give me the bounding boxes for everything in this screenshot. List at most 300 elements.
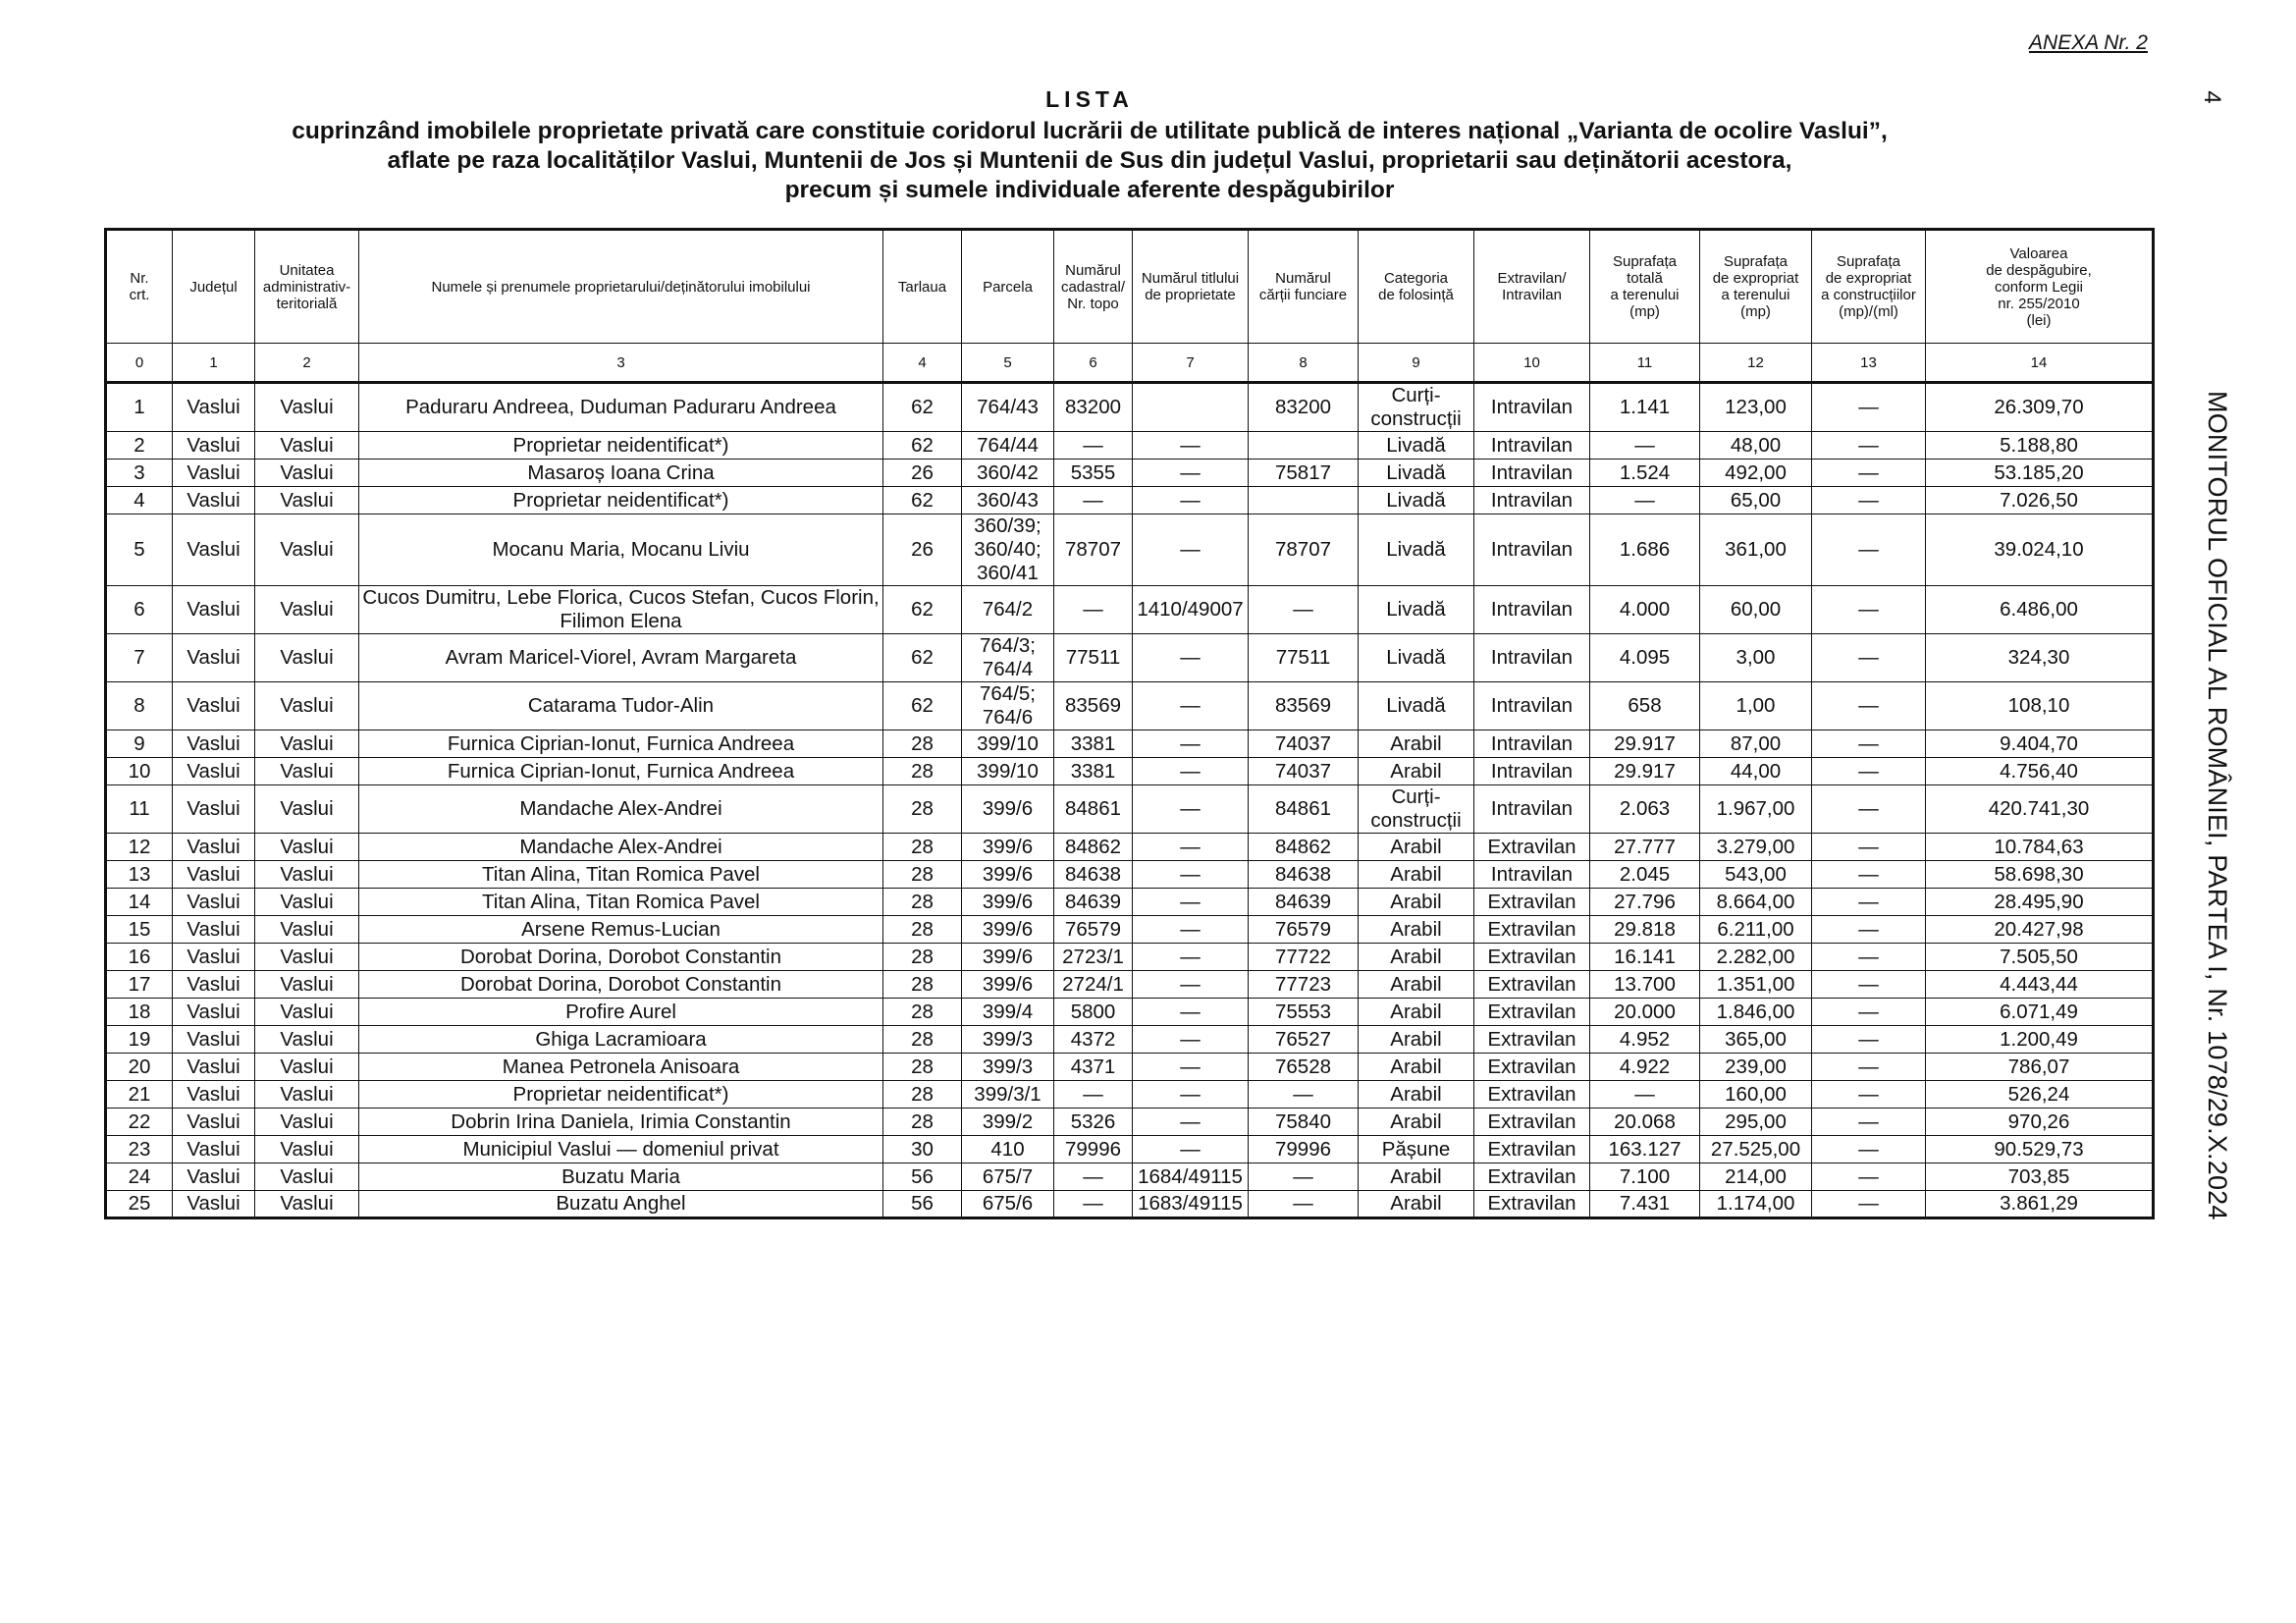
table-cell: 5800 [1054,999,1133,1026]
table-cell: — [1133,1109,1249,1136]
table-cell: 1.846,00 [1700,999,1812,1026]
table-cell: 26 [883,514,962,586]
column-number: 7 [1133,344,1249,383]
table-row [106,758,2154,785]
table-cell: Arabil [1359,834,1474,861]
table-cell: — [1812,1109,1926,1136]
table-cell: 60,00 [1700,586,1812,634]
table-cell: Vaslui [255,834,359,861]
table-cell: Vaslui [173,834,255,861]
table-row [106,861,2154,889]
table-cell: — [1812,383,1926,432]
table-row [106,586,2154,634]
table-cell: 79996 [1249,1136,1359,1163]
table-row [106,487,2154,514]
table-cell: 56 [883,1163,962,1191]
table-cell: 23 [106,1136,173,1163]
table-cell: — [1054,432,1133,460]
table-cell: 399/10 [962,758,1054,785]
table-cell: 1.200,49 [1926,1026,2154,1054]
column-number: 11 [1590,344,1700,383]
table-cell: 410 [962,1136,1054,1163]
table-cell: Vaslui [255,758,359,785]
table-cell: 28 [883,889,962,916]
table-cell: 75817 [1249,460,1359,487]
table-cell: Vaslui [255,1054,359,1081]
table-cell: 28 [883,758,962,785]
table-cell: Vaslui [255,682,359,730]
table-cell: 7.431 [1590,1191,1700,1218]
table-cell: 3.279,00 [1700,834,1812,861]
table-cell: 77723 [1249,971,1359,999]
table-cell: 2724/1 [1054,971,1133,999]
table-cell: 764/2 [962,586,1054,634]
table-cell: 29.917 [1590,758,1700,785]
table-cell: 17 [106,971,173,999]
table-cell: — [1812,634,1926,682]
table-cell: Furnica Ciprian-Ionut, Furnica Andreea [359,730,883,758]
table-cell: 30 [883,1136,962,1163]
table-cell: 27.525,00 [1700,1136,1812,1163]
table-cell: 74037 [1249,730,1359,758]
table-cell: Vaslui [255,634,359,682]
table-cell [1133,383,1249,432]
table-cell: 324,30 [1926,634,2154,682]
table-cell: — [1133,1081,1249,1109]
table-cell: — [1812,834,1926,861]
table-cell: 123,00 [1700,383,1812,432]
table-cell: 75840 [1249,1109,1359,1136]
table-cell: 675/6 [962,1191,1054,1218]
table-cell: 16.141 [1590,944,1700,971]
table-cell: Vaslui [173,785,255,834]
table-cell: Livadă [1359,460,1474,487]
table-cell: 28 [883,916,962,944]
table-cell: 84638 [1054,861,1133,889]
table-cell: 53.185,20 [1926,460,2154,487]
table-cell: 399/6 [962,944,1054,971]
table-cell: Vaslui [255,730,359,758]
table-cell: Vaslui [173,432,255,460]
table-cell: Arabil [1359,944,1474,971]
annex-label: ANEXA Nr. 2 [2029,31,2148,54]
table-cell: Masaroș Ioana Crina [359,460,883,487]
table-cell: — [1812,861,1926,889]
table-cell: Vaslui [173,730,255,758]
table-cell: Mandache Alex-Andrei [359,785,883,834]
table-cell: 703,85 [1926,1163,2154,1191]
table-cell: 13.700 [1590,971,1700,999]
table-row [106,1163,2154,1191]
table-row [106,1109,2154,1136]
table-cell: Vaslui [255,785,359,834]
table-cell: Vaslui [173,971,255,999]
table-cell: — [1590,487,1700,514]
table-cell: 365,00 [1700,1026,1812,1054]
table-cell: 5355 [1054,460,1133,487]
table-cell: 3.861,29 [1926,1191,2154,1218]
column-header: Tarlaua [883,230,962,344]
table-cell: 28 [883,1054,962,1081]
table-cell: 21 [106,1081,173,1109]
table-cell: 764/44 [962,432,1054,460]
table-cell: Extravilan [1474,971,1590,999]
table-cell: Extravilan [1474,1054,1590,1081]
column-header: Unitatea administrativ- teritorială [255,230,359,344]
table-cell: Arabil [1359,758,1474,785]
table-cell: 399/6 [962,889,1054,916]
table-cell: 360/39; 360/40; 360/41 [962,514,1054,586]
table-cell: 65,00 [1700,487,1812,514]
table-cell: Vaslui [173,514,255,586]
table-cell: Vaslui [173,999,255,1026]
table-cell: Avram Maricel-Viorel, Avram Margareta [359,634,883,682]
table-cell: 28 [883,785,962,834]
table-cell: 2.045 [1590,861,1700,889]
table-cell: Manea Petronela Anisoara [359,1054,883,1081]
table-cell: 9 [106,730,173,758]
table-cell: 399/6 [962,916,1054,944]
table-cell: 24 [106,1163,173,1191]
column-header: Numele și prenumele proprietarului/deținătorului imobilului [359,230,883,344]
table-cell: — [1812,971,1926,999]
column-number: 0 [106,344,173,383]
table-row [106,514,2154,586]
table-cell: — [1133,682,1249,730]
table-cell: 4.756,40 [1926,758,2154,785]
table-cell: Extravilan [1474,1163,1590,1191]
column-header: Categoria de folosință [1359,230,1474,344]
table-row [106,682,2154,730]
table-cell: Vaslui [255,586,359,634]
table-cell: 76579 [1249,916,1359,944]
table-cell: Vaslui [173,1081,255,1109]
table-cell: Intravilan [1474,514,1590,586]
table-cell: 58.698,30 [1926,861,2154,889]
table-body [106,383,2154,1218]
table-cell: 9.404,70 [1926,730,2154,758]
table-cell: — [1249,1191,1359,1218]
table-cell: Vaslui [255,971,359,999]
table-cell: 399/2 [962,1109,1054,1136]
table-cell: 6 [106,586,173,634]
table-row [106,889,2154,916]
table-cell: Proprietar neidentificat*) [359,1081,883,1109]
table-cell: Curți- construcții [1359,785,1474,834]
table-cell: Extravilan [1474,1081,1590,1109]
table-cell: 7.026,50 [1926,487,2154,514]
table-cell: 28 [883,944,962,971]
table-row [106,1054,2154,1081]
table-cell: — [1133,758,1249,785]
table-cell: Vaslui [255,487,359,514]
table-cell: — [1812,460,1926,487]
table-cell: Vaslui [255,944,359,971]
table-cell: 764/43 [962,383,1054,432]
table-cell: 77511 [1054,634,1133,682]
column-header: Numărul cadastral/ Nr. topo [1054,230,1133,344]
table-cell: 399/3 [962,1026,1054,1054]
table-cell: 5326 [1054,1109,1133,1136]
table-cell: Intravilan [1474,460,1590,487]
column-header: Suprafața de expropriat a terenului (mp) [1700,230,1812,344]
table-cell: 399/4 [962,999,1054,1026]
table-cell: 399/3/1 [962,1081,1054,1109]
table-cell: 214,00 [1700,1163,1812,1191]
table-cell: Extravilan [1474,889,1590,916]
table-row [106,460,2154,487]
table-cell: — [1133,971,1249,999]
table-cell: 543,00 [1700,861,1812,889]
table-cell: Vaslui [173,944,255,971]
table-cell: Arabil [1359,1054,1474,1081]
table-row [106,383,2154,432]
table-row [106,432,2154,460]
table-cell: — [1133,634,1249,682]
table-cell: Livadă [1359,432,1474,460]
table-cell: Extravilan [1474,1136,1590,1163]
table-cell: 7.100 [1590,1163,1700,1191]
table-cell: — [1812,1163,1926,1191]
table-cell: 5 [106,514,173,586]
table-cell: 10.784,63 [1926,834,2154,861]
table-cell: Extravilan [1474,999,1590,1026]
table-cell: 1,00 [1700,682,1812,730]
side-header [2189,391,2232,1255]
table-cell: Vaslui [173,1136,255,1163]
table-row [106,785,2154,834]
table-cell: — [1812,1054,1926,1081]
table-cell: Arabil [1359,1191,1474,1218]
table-cell: — [1249,1081,1359,1109]
table-cell: 360/42 [962,460,1054,487]
column-number: 9 [1359,344,1474,383]
table-cell: — [1812,1026,1926,1054]
table-cell: Vaslui [255,1081,359,1109]
table-cell: Vaslui [255,432,359,460]
table-cell: 62 [883,682,962,730]
table-row [106,634,2154,682]
column-number: 2 [255,344,359,383]
table-cell: Dorobat Dorina, Dorobot Constantin [359,944,883,971]
table-cell: 27.777 [1590,834,1700,861]
table-cell: — [1812,785,1926,834]
table-row [106,944,2154,971]
table-cell: Vaslui [173,758,255,785]
column-header: Nr. crt. [106,230,173,344]
table-cell: 84862 [1054,834,1133,861]
table-cell: Arabil [1359,889,1474,916]
column-header: Suprafața totală a terenului (mp) [1590,230,1700,344]
table-cell: 84638 [1249,861,1359,889]
table-cell: Intravilan [1474,634,1590,682]
table-cell: — [1812,1136,1926,1163]
table-cell: 786,07 [1926,1054,2154,1081]
table-cell: 48,00 [1700,432,1812,460]
table-row [106,1191,2154,1218]
table-cell: 84639 [1249,889,1359,916]
table-cell: 76527 [1249,1026,1359,1054]
table-cell: 4.922 [1590,1054,1700,1081]
table-cell: 28 [883,971,962,999]
table-cell: 28 [883,999,962,1026]
table-cell: 160,00 [1700,1081,1812,1109]
table-cell: — [1054,1191,1133,1218]
table-cell: 75553 [1249,999,1359,1026]
table-cell: 239,00 [1700,1054,1812,1081]
column-header: Extravilan/ Intravilan [1474,230,1590,344]
table-cell: — [1812,758,1926,785]
title-line-4: precum și sumele individuale aferente despăgubirilor [784,177,1395,203]
table-cell: — [1133,1136,1249,1163]
table-cell: 4.000 [1590,586,1700,634]
table-cell: 8.664,00 [1700,889,1812,916]
table-cell: — [1590,1081,1700,1109]
table-cell: Paduraru Andreea, Duduman Paduraru Andreea [359,383,883,432]
table-cell: Vaslui [255,916,359,944]
table-cell: 1.141 [1590,383,1700,432]
table-cell: 18 [106,999,173,1026]
table-cell: 20.000 [1590,999,1700,1026]
table-cell: Extravilan [1474,834,1590,861]
table-cell: 62 [883,383,962,432]
table-cell: 16 [106,944,173,971]
table-cell: 84861 [1054,785,1133,834]
table-cell: Intravilan [1474,383,1590,432]
title-line-2: cuprinzând imobilele proprietate privată care constituie coridorul lucrării de utilitate publică de interes național „Varianta de ocolire Vaslui”, [292,118,1888,144]
table-cell: 28.495,90 [1926,889,2154,916]
table-cell: Arabil [1359,1026,1474,1054]
column-number: 6 [1054,344,1133,383]
table-cell: 29.818 [1590,916,1700,944]
table-cell: Vaslui [173,861,255,889]
table-cell: — [1133,861,1249,889]
table-cell: Vaslui [173,1163,255,1191]
table-cell: 13 [106,861,173,889]
table-cell: Buzatu Anghel [359,1191,883,1218]
table-cell: — [1133,432,1249,460]
table-cell: Intravilan [1474,861,1590,889]
table-cell: Arsene Remus-Lucian [359,916,883,944]
table-cell: Livadă [1359,487,1474,514]
table-cell: 12 [106,834,173,861]
table-cell: Proprietar neidentificat*) [359,432,883,460]
table-cell: 1.686 [1590,514,1700,586]
table-cell: 11 [106,785,173,834]
table-cell: 79996 [1054,1136,1133,1163]
table-cell: 20.427,98 [1926,916,2154,944]
table-cell: — [1812,1191,1926,1218]
column-number: 4 [883,344,962,383]
table-cell: 108,10 [1926,682,2154,730]
header-row [106,230,2154,344]
table-cell: 1.351,00 [1700,971,1812,999]
table-cell: Vaslui [255,861,359,889]
table-cell: Municipiul Vaslui — domeniul privat [359,1136,883,1163]
table-cell: 675/7 [962,1163,1054,1191]
table-cell: 163.127 [1590,1136,1700,1163]
table-cell: 3,00 [1700,634,1812,682]
table-cell: 2 [106,432,173,460]
column-header: Județul [173,230,255,344]
table-cell: 399/6 [962,785,1054,834]
table-cell: Mocanu Maria, Mocanu Liviu [359,514,883,586]
table-cell: Vaslui [173,586,255,634]
table-cell: Vaslui [255,383,359,432]
table-cell: 399/6 [962,971,1054,999]
table-cell: 74037 [1249,758,1359,785]
table-cell: 28 [883,1109,962,1136]
table-row [106,999,2154,1026]
table-cell: Proprietar neidentificat*) [359,487,883,514]
table-cell: 26 [883,460,962,487]
table-cell: — [1133,1054,1249,1081]
table-cell: 28 [883,730,962,758]
table-cell: — [1054,586,1133,634]
table-cell: Profire Aurel [359,999,883,1026]
table-cell: 22 [106,1109,173,1136]
table-cell: — [1054,487,1133,514]
table-cell: 44,00 [1700,758,1812,785]
table-cell: — [1812,432,1926,460]
table-cell: — [1133,1026,1249,1054]
table-cell: — [1133,889,1249,916]
table-cell: 764/3; 764/4 [962,634,1054,682]
table-cell: Vaslui [173,460,255,487]
table-cell: 7 [106,634,173,682]
table-row [106,971,2154,999]
table-cell: Vaslui [173,1191,255,1218]
table-cell: 83200 [1054,383,1133,432]
column-header: Numărul cărții funciare [1249,230,1359,344]
table-cell: Intravilan [1474,730,1590,758]
table-cell: Vaslui [255,1163,359,1191]
table-cell: — [1812,682,1926,730]
table-cell: Vaslui [255,1109,359,1136]
table-row [106,730,2154,758]
table-cell: — [1590,432,1700,460]
table-cell: — [1812,487,1926,514]
table-cell: — [1133,834,1249,861]
table-cell: 658 [1590,682,1700,730]
table-cell: Dorobat Dorina, Dorobot Constantin [359,971,883,999]
table-cell: — [1812,916,1926,944]
table-cell: Vaslui [173,1054,255,1081]
table-row [106,1026,2154,1054]
table-cell: 27.796 [1590,889,1700,916]
table-cell: 20.068 [1590,1109,1700,1136]
page-number: 4 [2199,90,2225,104]
table-cell: Extravilan [1474,1026,1590,1054]
table-cell: 28 [883,861,962,889]
table-cell: 295,00 [1700,1109,1812,1136]
table-cell: Vaslui [173,634,255,682]
table-cell: Vaslui [173,1026,255,1054]
table-cell: 76528 [1249,1054,1359,1081]
table-cell: 29.917 [1590,730,1700,758]
table-cell: Vaslui [255,1191,359,1218]
table-cell: Pășune [1359,1136,1474,1163]
column-header: Parcela [962,230,1054,344]
table-cell: 6.486,00 [1926,586,2154,634]
table-cell: 420.741,30 [1926,785,2154,834]
table-cell: — [1133,785,1249,834]
column-number: 1 [173,344,255,383]
table-cell: 361,00 [1700,514,1812,586]
table-cell: 1683/49115 [1133,1191,1249,1218]
table-cell: — [1249,1163,1359,1191]
table-cell: 78707 [1054,514,1133,586]
